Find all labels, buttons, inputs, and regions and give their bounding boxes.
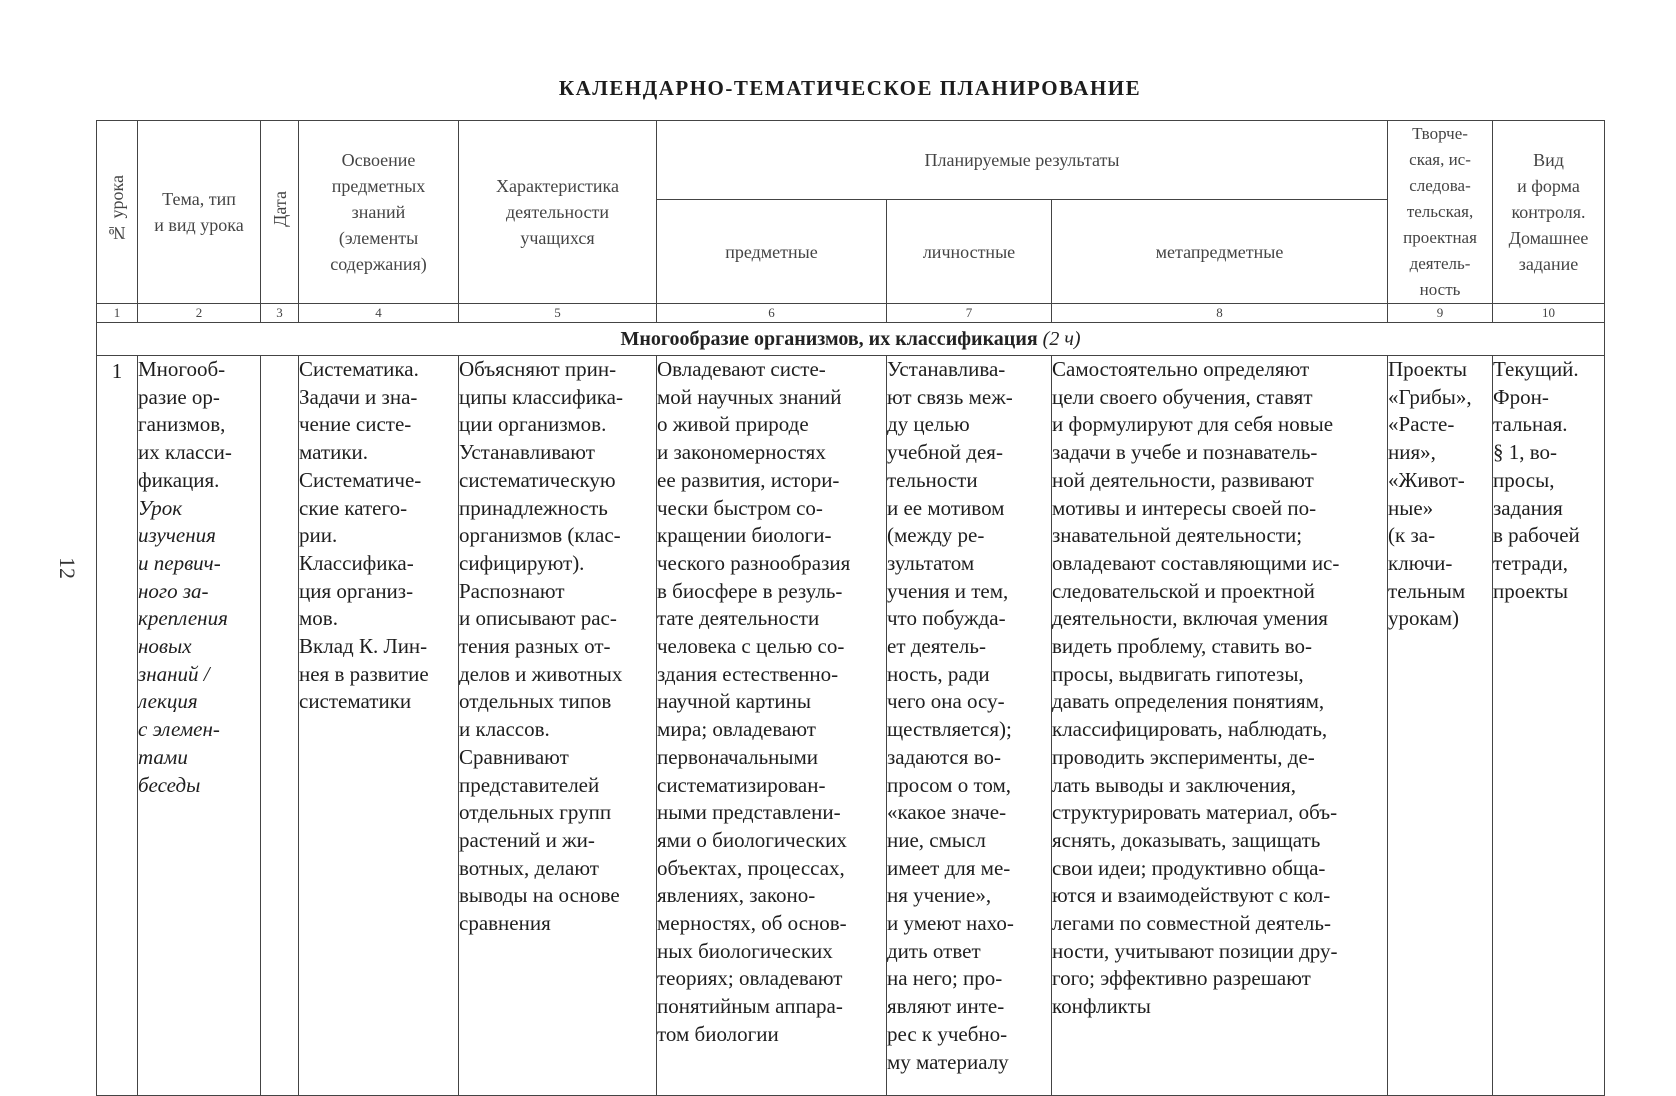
column-number: 6 — [657, 304, 887, 323]
table-row — [97, 356, 1605, 1096]
column-number: 5 — [459, 304, 657, 323]
column-number: 10 — [1493, 304, 1605, 323]
lesson-activity: Объясняют прин- ципы классифика- ции организмов. Устанавливают систематическую принадлежность организмов (клас- сифицируют). Распознают и описывают рас- тения разных от- делов и животных отдельных типов и классов. Сравнивают представителей отдельных групп растений и жи- вотных, делают выводы на основе сравнения — [459, 356, 657, 1096]
header-control: Вид и форма контроля. Домашнее задание — [1493, 121, 1605, 304]
lesson-date — [261, 356, 299, 1096]
header-personal: личностные — [887, 200, 1052, 304]
planning-table — [96, 120, 1605, 1096]
column-number: 9 — [1388, 304, 1493, 323]
lesson-type: Урок изучения и первич- ного за- крепления новых знаний / лекция с элемен- тами беседы — [138, 495, 228, 797]
lesson-topic-cell — [138, 356, 261, 1096]
header-subject: предметные — [657, 200, 887, 304]
header-mastery: Освоение предметных знаний (элементы содержания) — [299, 121, 459, 304]
section-hours: (2 ч) — [1042, 327, 1081, 350]
column-number: 4 — [299, 304, 459, 323]
section-row — [97, 323, 1605, 356]
header-activity: Характеристика деятельности учащихся — [459, 121, 657, 304]
section-title: Многообразие организмов, их классификация — [620, 327, 1038, 350]
column-number-row — [97, 304, 1605, 323]
header-creative: Творче- ская, ис- следова- тельская, проектная деятель- ность — [1388, 121, 1493, 304]
header-date-label: Дата — [269, 190, 290, 227]
section-heading — [97, 323, 1605, 356]
page-title: КАЛЕНДАРНО-ТЕМАТИЧЕСКОЕ ПЛАНИРОВАНИЕ — [558, 76, 1142, 100]
lesson-meta-results: Самостоятельно определяют цели своего обучения, ставят и формулируют для себя новые задачи в учебе и познаватель- ной деятельности, развивают мотивы и интересы своей по- знавательной деятельности; овладевают составляющими ис- следовательской и проектной деятельности, включая умения видеть проблему, ставить во- просы, выдвигать гипотезы, давать определения понятиям, классифицировать, наблюдать, проводить эксперименты, де- лать выводы и заключения, структурировать материал, объ- яснять, доказывать, защищать свои идеи; продуктивно обща- ются и взаимодействуют с кол- легами по совместной деятель- ности, учитывают позиции дру- гого; эффективно разрешают конфликты — [1052, 356, 1388, 1096]
column-number: 8 — [1052, 304, 1388, 323]
lesson-topic: Многооб- разие ор- ганизмов, их класси- фикация. — [138, 357, 232, 492]
header-meta: метапредметные — [1052, 200, 1388, 304]
header-lesson-no-label: № урока — [107, 174, 127, 243]
header-planned-results: Планируемые результаты — [657, 121, 1388, 200]
header-row — [97, 121, 1605, 200]
column-number: 3 — [261, 304, 299, 323]
column-number: 2 — [138, 304, 261, 323]
lesson-control: Текущий. Фрон- тальная. § 1, во- просы, задания в рабочей тетради, проекты — [1493, 356, 1605, 1096]
lesson-personal-results: Устанавлива- ют связь меж- ду целью учебной дея- тельности и ее мотивом (между ре- зультатом учения и тем, что побужда- ет деятель- ность, ради чего она осу- ществляется); задаются во- просом о том, «какое значе- ние, смысл имеет для ме- ня учение», и умеют нахо- дить ответ на него; про- являют инте- рес к учебно- му материалу — [887, 356, 1052, 1096]
column-number: 1 — [97, 304, 138, 323]
column-number: 7 — [887, 304, 1052, 323]
lesson-number: 1 — [97, 356, 138, 1096]
lesson-mastery: Систематика. Задачи и зна- чение систе- матики. Систематиче- ские катего- рии. Классифика- ция организ- мов. Вклад К. Лин- нея в развитие систематики — [299, 356, 459, 1096]
lesson-subject-results: Овладевают систе- мой научных знаний о живой природе и закономерностях ее развития, истори- чески быстром со- кращении биологи- ческого разнообразия в биосфере в резуль- тате деятельности человека с целью со- здания естественно- научной картины мира; овладевают первоначальными систематизирован- ными представлени- ями о биологических объектах, процессах, явлениях, законо- мерностях, об основ- ных биологических теориях; овладевают понятийным аппара- том биологии — [657, 356, 887, 1096]
header-lesson-no — [97, 121, 138, 304]
lesson-creative: Проекты «Грибы», «Расте- ния», «Живот- ные» (к за- ключи- тельным урокам) — [1388, 356, 1493, 1096]
header-topic: Тема, тип и вид урока — [138, 121, 261, 304]
header-date — [261, 121, 299, 304]
page-number: 12 — [55, 557, 80, 579]
